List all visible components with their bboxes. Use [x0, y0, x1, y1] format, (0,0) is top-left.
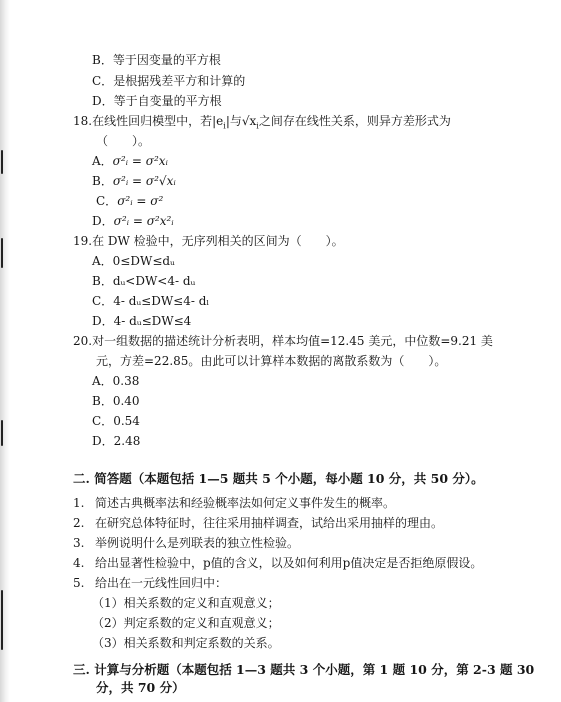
scan-mark — [1, 150, 3, 174]
q18-option-c: C．σ²ᵢ = σ² — [96, 194, 164, 208]
q20-option-d: D．2.48 — [92, 434, 141, 448]
q17-option-d: D．等于自变量的平方根 — [92, 94, 222, 108]
q20-option-a: A．0.38 — [92, 374, 140, 388]
q17-option-b: B．等于因变量的平方根 — [92, 53, 221, 67]
q19-option-d: D．4- dᵤ≤DW≤4 — [92, 314, 192, 328]
q18-option-a: A．σ²ᵢ = σ²xᵢ — [92, 154, 168, 168]
q17-option-c: C．是根据残差平方和计算的 — [92, 74, 246, 88]
q19-option-b: B．dᵤ<DW<4- dᵤ — [92, 274, 196, 288]
q18-option-b: B．σ²ᵢ = σ²√xᵢ — [92, 174, 176, 188]
q20-option-c: C．0.54 — [92, 414, 140, 428]
q18-stem: 18.在线性回归模型中，若$|e_i|$与$√x_i$之间存在线性关系，则异方差形式为 — [73, 114, 451, 131]
q19-option-c: C．4- dᵤ≤DW≤4- dₗ — [92, 294, 210, 308]
section2-item-2: 2. 在研究总体特征时，往往采用抽样调查，试给出采用抽样的理由。 — [73, 516, 444, 530]
section2-item-3: 3. 举例说明什么是列联表的独立性检验。 — [73, 536, 300, 550]
scan-mark — [1, 238, 3, 268]
scan-mark — [1, 590, 3, 650]
section2-item-5: 5. 给出在一元线性回归中： — [73, 576, 228, 590]
scan-mark — [1, 420, 3, 446]
section2-subitem-2: （2）判定系数的定义和直观意义； — [92, 616, 280, 630]
q18-stem-continued: （ ）。 — [96, 134, 151, 148]
section2-subitem-1: （1）相关系数的定义和直观意义； — [92, 596, 280, 610]
section2-item-1: 1. 简述古典概率法和经验概率法如何定义事件发生的概率。 — [73, 496, 396, 510]
section3-heading: 三. 计算与分析题（本题包括 1—3 题共 3 个小题，第 1 题 10 分，第 2-3 题 30 — [73, 662, 535, 677]
section2-subitem-3: （3）相关系数和判定系数的关系。 — [92, 636, 280, 650]
q20-stem: 20.对一组数据的描述统计分析表明，样本均值=12.45 美元，中位数=9.21 美 — [73, 334, 493, 348]
section3-heading-continued: 分，共 70 分） — [96, 680, 185, 695]
q19-option-a: A．0≤DW≤dᵤ — [92, 254, 175, 268]
q18-option-d: D．σ²ᵢ = σ²x²ᵢ — [92, 214, 174, 228]
q20-stem-continued: 元，方差=22.85。由此可以计算样本数据的离散系数为（ ）。 — [96, 354, 447, 368]
section2-heading: 二. 简答题（本题包括 1—5 题共 5 个小题，每小题 10 分，共 50 分）。 — [73, 471, 484, 486]
q20-option-b: B．0.40 — [92, 394, 140, 408]
q19-stem: 19.在 DW 检验中，无序列相关的区间为（ ）。 — [73, 234, 344, 248]
section2-item-4: 4. 给出显著性检验中，p值的含义，以及如何利用p值决定是否拒绝原假设。 — [73, 556, 483, 570]
